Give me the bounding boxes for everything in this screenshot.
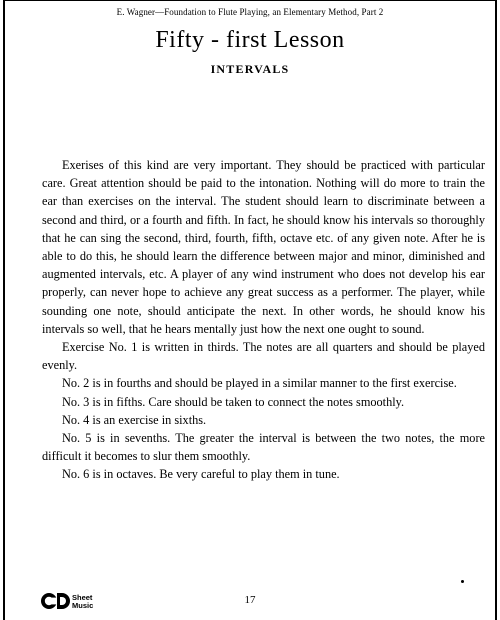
- page-number: 17: [244, 594, 256, 606]
- lesson-subtitle: INTERVALS: [210, 62, 290, 76]
- lesson-body: [42, 156, 485, 484]
- paragraph-exercise-6: No. 6 is in octaves. Be very careful to play them in tune.: [62, 467, 340, 482]
- paragraph-exercise-3: No. 3 is in fifths. Care should be taken to connect the notes smoothly.: [62, 394, 405, 409]
- logo-text-sheet: Sheet: [72, 593, 93, 602]
- paragraph-exercise-4: No. 4 is an exercise in sixths.: [62, 412, 207, 427]
- paragraph-exercise-5: No. 5 is in sevenths. The greater the interval is between the two notes, the more difficult it becomes to slur them smoothly.: [42, 431, 485, 464]
- stray-mark: [461, 580, 464, 583]
- paragraph-exercise-2: No. 2 is in fourths and should be played in a similar manner to the first exercise.: [62, 376, 457, 391]
- paragraph-intro: Exerises of this kind are very important. They should be practiced with particular care. Great attention should be paid to the intonation. Nothing will do more to train the ear than exercises on the interval. The student should learn to discriminate between a second and third, or a fourth and fifth. In fact, he should know his intervals so thoroughly that he can sing the second, third, fourth, fifth, octave etc. of any given note. After he is able to do this, he should learn the difference between major and minor, diminished and augmented intervals, etc. A player of any wind instrument who does not develop his ear properly, can never hope to achieve any great success as a performer. The player, while sounding one note, should anticipate the next. In other words, he should know his intervals so well, that he hears mentally just how the next one ought to sound.: [42, 158, 485, 336]
- logo-text-music: Music: [72, 601, 94, 610]
- running-header: E. Wagner—Foundation to Flute Playing, an Elementary Method, Part 2: [116, 7, 384, 17]
- lesson-title: Fifty - first Lesson: [155, 27, 345, 53]
- left-border: [3, 0, 5, 620]
- right-border: [495, 0, 497, 620]
- top-border: [3, 0, 497, 1]
- paragraph-exercise-1: Exercise No. 1 is written in thirds. The notes are all quarters and should be played evenly.: [42, 340, 485, 373]
